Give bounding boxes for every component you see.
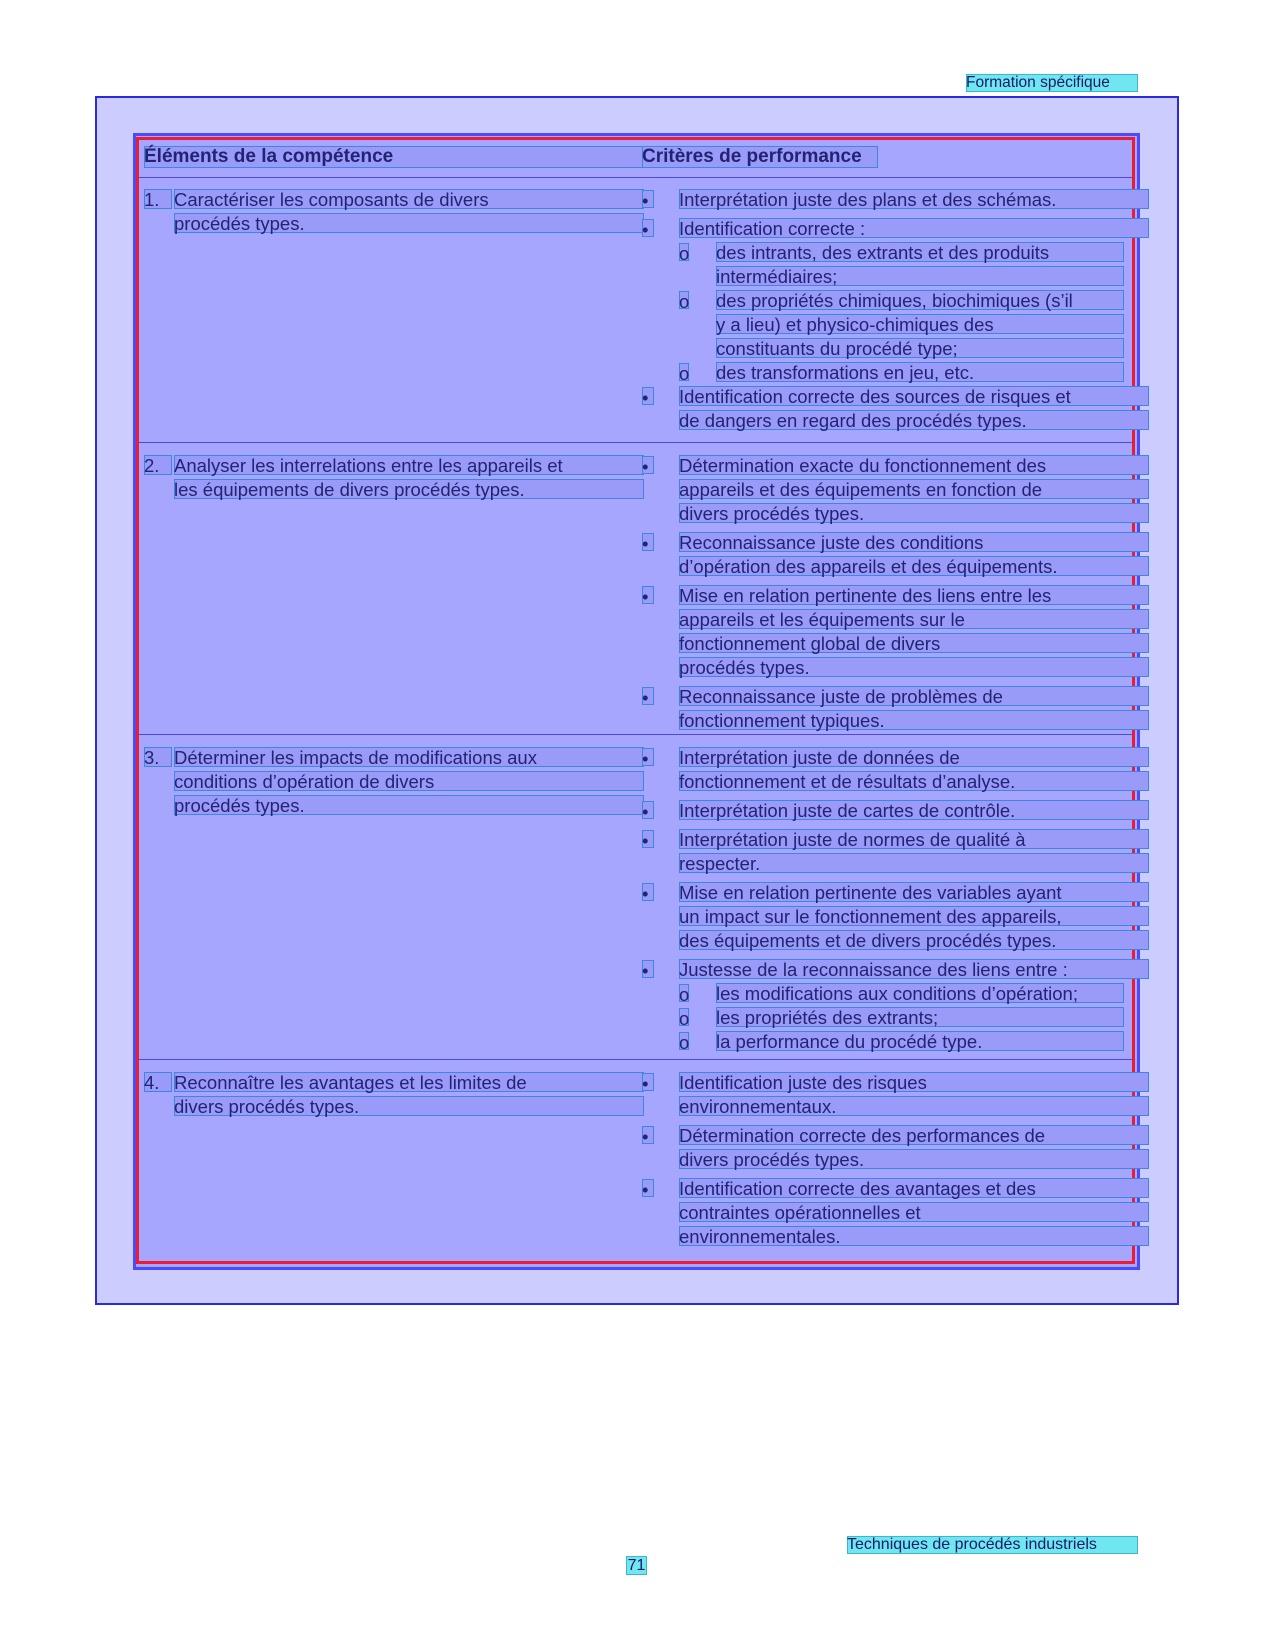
criterion-text: appareils et des équipements en fonction de (679, 479, 1149, 499)
element-text: conditions d’opération de divers (174, 771, 644, 791)
bullet-icon: • (642, 387, 654, 405)
criterion-text: Reconnaissance juste de problèmes de (679, 686, 1149, 706)
criterion-text: divers procédés types. (679, 1149, 1149, 1169)
element-text: Déterminer les impacts de modifications aux (174, 747, 644, 767)
program-footer: Techniques de procédés industriels (847, 1536, 1138, 1554)
criterion-text: environnementales. (679, 1226, 1149, 1246)
bullet-icon: • (642, 687, 654, 705)
criterion-text: Identification correcte des avantages et des (679, 1178, 1149, 1198)
element-text: Reconnaître les avantages et les limites de (174, 1072, 644, 1092)
criterion-text: procédés types. (679, 657, 1149, 677)
bullet-icon: • (642, 748, 654, 766)
element-number: 1. (144, 189, 172, 209)
element-text: procédés types. (174, 213, 644, 233)
criterion-text: fonctionnement global de divers (679, 633, 1149, 653)
row-divider (139, 177, 1132, 178)
sub-bullet-icon: o (679, 1008, 690, 1029)
criterion-text: divers procédés types. (679, 503, 1149, 523)
page-number: 71 (627, 1557, 646, 1574)
element-number: 3. (144, 747, 172, 767)
criterion-text: Interprétation juste des plans et des schémas. (679, 189, 1149, 209)
bullet-icon: • (642, 883, 654, 901)
sub-criterion-text: la performance du procédé type. (716, 1031, 1124, 1051)
bullet-icon: • (642, 960, 654, 978)
criterion-text: contraintes opérationnelles et (679, 1202, 1149, 1222)
bullet-icon: • (642, 801, 654, 819)
bullet-icon: • (642, 1179, 654, 1197)
sub-bullet-icon: o (679, 363, 690, 384)
sub-criterion-text: des intrants, des extrants et des produits (716, 242, 1124, 262)
column-header-elements: Éléments de la compétence (144, 146, 644, 168)
sub-bullet-icon: o (679, 984, 690, 1005)
row-divider (139, 734, 1132, 735)
bullet-icon: • (642, 1073, 654, 1091)
row-divider (139, 442, 1132, 443)
criterion-text: environnementaux. (679, 1096, 1149, 1116)
criterion-text: respecter. (679, 853, 1149, 873)
criterion-text: Interprétation juste de cartes de contrôle. (679, 800, 1149, 820)
sub-criterion-text: constituants du procédé type; (716, 338, 1124, 358)
row-divider (139, 1059, 1132, 1060)
criterion-text: Interprétation juste de données de (679, 747, 1149, 767)
criterion-text: Justesse de la reconnaissance des liens entre : (679, 959, 1149, 979)
sub-bullet-icon: o (679, 291, 690, 312)
sub-criterion-text: intermédiaires; (716, 266, 1124, 286)
criterion-text: Identification correcte : (679, 218, 1149, 238)
criterion-text: Détermination correcte des performances de (679, 1125, 1149, 1145)
bullet-icon: • (642, 830, 654, 848)
criterion-text: Mise en relation pertinente des variables ayant (679, 882, 1149, 902)
sub-criterion-text: y a lieu) et physico-chimiques des (716, 314, 1124, 334)
sub-criterion-text: des transformations en jeu, etc. (716, 362, 1124, 382)
element-number: 4. (144, 1072, 172, 1092)
bullet-icon: • (642, 586, 654, 604)
criterion-text: de dangers en regard des procédés types. (679, 410, 1149, 430)
criterion-text: des équipements et de divers procédés types. (679, 930, 1149, 950)
sub-bullet-icon: o (679, 1032, 690, 1053)
element-text: les équipements de divers procédés types. (174, 479, 644, 499)
sub-criterion-text: des propriétés chimiques, biochimiques (s’il (716, 290, 1124, 310)
bullet-icon: • (642, 1126, 654, 1144)
bullet-icon: • (642, 533, 654, 551)
criterion-text: Identification juste des risques (679, 1072, 1149, 1092)
element-number: 2. (144, 455, 172, 475)
sub-criterion-text: les modifications aux conditions d’opération; (716, 983, 1124, 1003)
criterion-text: Détermination exacte du fonctionnement des (679, 455, 1149, 475)
criterion-text: Reconnaissance juste des conditions (679, 532, 1149, 552)
bullet-icon: • (642, 190, 654, 208)
element-text: Caractériser les composants de divers (174, 189, 644, 209)
column-header-criteria: Critères de performance (642, 146, 878, 168)
running-header: Formation spécifique (966, 74, 1138, 92)
criterion-text: d’opération des appareils et des équipements. (679, 556, 1149, 576)
element-text: divers procédés types. (174, 1096, 644, 1116)
bullet-icon: • (642, 456, 654, 474)
sub-bullet-icon: o (679, 243, 690, 264)
sub-criterion-text: les propriétés des extrants; (716, 1007, 1124, 1027)
bullet-icon: • (642, 219, 654, 237)
element-text: Analyser les interrelations entre les appareils et (174, 455, 644, 475)
criterion-text: Identification correcte des sources de risques et (679, 386, 1149, 406)
criterion-text: fonctionnement typiques. (679, 710, 1149, 730)
criterion-text: appareils et les équipements sur le (679, 609, 1149, 629)
element-text: procédés types. (174, 795, 644, 815)
criterion-text: Interprétation juste de normes de qualité à (679, 829, 1149, 849)
criterion-text: fonctionnement et de résultats d’analyse. (679, 771, 1149, 791)
criterion-text: un impact sur le fonctionnement des appareils, (679, 906, 1149, 926)
criterion-text: Mise en relation pertinente des liens entre les (679, 585, 1149, 605)
